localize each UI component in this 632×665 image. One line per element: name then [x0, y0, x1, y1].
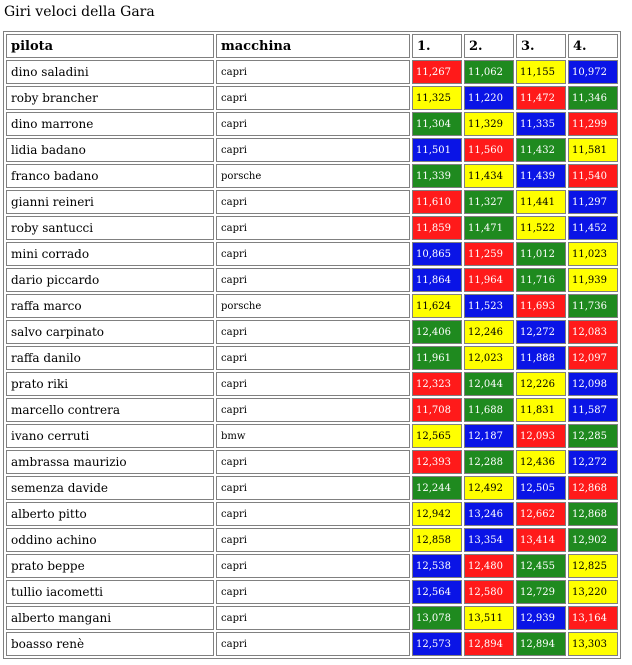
driver-name-cell: dino saladini	[6, 60, 214, 84]
lap-time-cell-2: 12,894	[464, 632, 514, 656]
driver-name-cell: prato riki	[6, 372, 214, 396]
page-title: Giri veloci della Gara	[4, 4, 155, 20]
lap-time-cell-2: 13,354	[464, 528, 514, 552]
lap-time-cell-3: 11,831	[516, 398, 566, 422]
lap-time-cell-4: 13,220	[568, 580, 618, 604]
driver-name-cell: alberto mangani	[6, 606, 214, 630]
driver-name-cell: boasso renè	[6, 632, 214, 656]
table-row	[6, 554, 618, 578]
car-cell: bmw	[216, 424, 410, 448]
car-cell: porsche	[216, 164, 410, 188]
lap-time-cell-4: 11,346	[568, 86, 618, 110]
lap-time-cell-3: 12,939	[516, 606, 566, 630]
lap-time-cell-2: 12,023	[464, 346, 514, 370]
lap-time-cell-4: 12,868	[568, 476, 618, 500]
lap-time-cell-3: 11,472	[516, 86, 566, 110]
car-cell: porsche	[216, 294, 410, 318]
lap-time-cell-2: 12,580	[464, 580, 514, 604]
lap-time-cell-1: 11,325	[412, 86, 462, 110]
lap-time-cell-2: 11,327	[464, 190, 514, 214]
car-cell: capri	[216, 450, 410, 474]
car-cell: capri	[216, 580, 410, 604]
table-row	[6, 476, 618, 500]
driver-name-cell: raffa marco	[6, 294, 214, 318]
lap-time-cell-3: 12,093	[516, 424, 566, 448]
table-row	[6, 502, 618, 526]
lap-time-cell-1: 11,708	[412, 398, 462, 422]
driver-name-cell: semenza davide	[6, 476, 214, 500]
driver-name-cell: alberto pitto	[6, 502, 214, 526]
lap-time-cell-2: 13,511	[464, 606, 514, 630]
table-row	[6, 216, 618, 240]
table-row	[6, 86, 618, 110]
lap-time-cell-2: 11,062	[464, 60, 514, 84]
lap-time-cell-1: 10,865	[412, 242, 462, 266]
car-cell: capri	[216, 190, 410, 214]
lap-time-cell-3: 11,432	[516, 138, 566, 162]
driver-name-cell: franco badano	[6, 164, 214, 188]
driver-name-cell: raffa danilo	[6, 346, 214, 370]
column-header-lap-2: 2.	[464, 34, 514, 58]
lap-time-cell-1: 11,859	[412, 216, 462, 240]
lap-time-cell-3: 12,436	[516, 450, 566, 474]
lap-time-cell-4: 13,164	[568, 606, 618, 630]
table-row	[6, 580, 618, 604]
lap-time-cell-3: 11,693	[516, 294, 566, 318]
lap-time-cell-2: 11,259	[464, 242, 514, 266]
lap-time-cell-3: 12,505	[516, 476, 566, 500]
table-row	[6, 398, 618, 422]
table-row	[6, 528, 618, 552]
driver-name-cell: marcello contrera	[6, 398, 214, 422]
table-row	[6, 450, 618, 474]
lap-time-cell-1: 12,565	[412, 424, 462, 448]
table-row	[6, 138, 618, 162]
lap-time-cell-1: 12,323	[412, 372, 462, 396]
lap-time-cell-2: 11,688	[464, 398, 514, 422]
lap-time-cell-1: 11,267	[412, 60, 462, 84]
lap-time-cell-4: 11,540	[568, 164, 618, 188]
lap-time-cell-2: 11,523	[464, 294, 514, 318]
car-cell: capri	[216, 528, 410, 552]
lap-time-cell-1: 11,501	[412, 138, 462, 162]
driver-name-cell: ivano cerruti	[6, 424, 214, 448]
column-header-pilota: pilota	[6, 34, 214, 58]
driver-name-cell: ambrassa maurizio	[6, 450, 214, 474]
lap-time-cell-4: 11,023	[568, 242, 618, 266]
lap-time-cell-4: 12,083	[568, 320, 618, 344]
table-row	[6, 268, 618, 292]
car-cell: capri	[216, 606, 410, 630]
lap-time-cell-4: 11,452	[568, 216, 618, 240]
lap-time-cell-1: 12,942	[412, 502, 462, 526]
lap-time-cell-1: 11,304	[412, 112, 462, 136]
lap-time-cell-1: 11,864	[412, 268, 462, 292]
driver-name-cell: lidia badano	[6, 138, 214, 162]
car-cell: capri	[216, 138, 410, 162]
table-row	[6, 294, 618, 318]
lap-time-cell-2: 11,560	[464, 138, 514, 162]
lap-time-cell-3: 11,888	[516, 346, 566, 370]
lap-time-cell-4: 12,868	[568, 502, 618, 526]
lap-time-cell-1: 11,610	[412, 190, 462, 214]
car-cell: capri	[216, 346, 410, 370]
lap-time-cell-2: 11,964	[464, 268, 514, 292]
lap-time-cell-1: 11,624	[412, 294, 462, 318]
lap-time-cell-1: 13,078	[412, 606, 462, 630]
driver-name-cell: salvo carpinato	[6, 320, 214, 344]
lap-time-cell-4: 11,939	[568, 268, 618, 292]
lap-time-cell-4: 11,581	[568, 138, 618, 162]
driver-name-cell: prato beppe	[6, 554, 214, 578]
lap-time-cell-2: 12,492	[464, 476, 514, 500]
car-cell: capri	[216, 60, 410, 84]
table-row	[6, 164, 618, 188]
lap-time-cell-2: 12,187	[464, 424, 514, 448]
lap-time-cell-2: 12,288	[464, 450, 514, 474]
lap-time-cell-4: 12,272	[568, 450, 618, 474]
table-row	[6, 372, 618, 396]
lap-time-cell-4: 12,825	[568, 554, 618, 578]
lap-time-cell-1: 12,858	[412, 528, 462, 552]
car-cell: capri	[216, 632, 410, 656]
car-cell: capri	[216, 476, 410, 500]
driver-name-cell: mini corrado	[6, 242, 214, 266]
lap-time-cell-3: 12,662	[516, 502, 566, 526]
lap-time-cell-1: 12,538	[412, 554, 462, 578]
lap-time-cell-4: 12,902	[568, 528, 618, 552]
table-row	[6, 320, 618, 344]
lap-time-cell-3: 12,455	[516, 554, 566, 578]
lap-time-cell-4: 10,972	[568, 60, 618, 84]
driver-name-cell: dino marrone	[6, 112, 214, 136]
lap-time-cell-2: 11,220	[464, 86, 514, 110]
table-row	[6, 606, 618, 630]
lap-time-cell-3: 12,272	[516, 320, 566, 344]
lap-time-cell-2: 11,471	[464, 216, 514, 240]
table-row	[6, 112, 618, 136]
lap-time-cell-3: 11,335	[516, 112, 566, 136]
lap-time-cell-1: 12,393	[412, 450, 462, 474]
car-cell: capri	[216, 86, 410, 110]
lap-time-cell-3: 12,226	[516, 372, 566, 396]
lap-time-cell-4: 13,303	[568, 632, 618, 656]
driver-name-cell: roby brancher	[6, 86, 214, 110]
lap-time-cell-1: 12,244	[412, 476, 462, 500]
car-cell: capri	[216, 242, 410, 266]
table-row	[6, 424, 618, 448]
driver-name-cell: roby santucci	[6, 216, 214, 240]
driver-name-cell: gianni reineri	[6, 190, 214, 214]
table-row	[6, 632, 618, 656]
car-cell: capri	[216, 554, 410, 578]
lap-time-cell-4: 11,587	[568, 398, 618, 422]
lap-time-cell-4: 11,299	[568, 112, 618, 136]
car-cell: capri	[216, 112, 410, 136]
lap-time-cell-2: 11,329	[464, 112, 514, 136]
lap-time-cell-1: 11,339	[412, 164, 462, 188]
car-cell: capri	[216, 502, 410, 526]
table-row	[6, 60, 618, 84]
lap-time-cell-2: 12,044	[464, 372, 514, 396]
car-cell: capri	[216, 398, 410, 422]
lap-time-cell-3: 11,716	[516, 268, 566, 292]
driver-name-cell: tullio iacometti	[6, 580, 214, 604]
lap-time-cell-2: 11,434	[464, 164, 514, 188]
lap-time-cell-1: 12,564	[412, 580, 462, 604]
car-cell: capri	[216, 268, 410, 292]
header-row	[6, 34, 618, 58]
column-header-lap-4: 4.	[568, 34, 618, 58]
driver-name-cell: dario piccardo	[6, 268, 214, 292]
lap-time-cell-4: 11,297	[568, 190, 618, 214]
lap-time-cell-2: 12,246	[464, 320, 514, 344]
lap-time-cell-3: 11,522	[516, 216, 566, 240]
car-cell: capri	[216, 320, 410, 344]
lap-time-cell-3: 11,155	[516, 60, 566, 84]
lap-time-cell-4: 11,736	[568, 294, 618, 318]
driver-name-cell: oddino achino	[6, 528, 214, 552]
lap-time-cell-4: 12,098	[568, 372, 618, 396]
lap-time-cell-4: 12,285	[568, 424, 618, 448]
lap-time-cell-2: 13,246	[464, 502, 514, 526]
lap-time-cell-1: 12,573	[412, 632, 462, 656]
column-header-macchina: macchina	[216, 34, 410, 58]
car-cell: capri	[216, 372, 410, 396]
lap-time-cell-1: 11,961	[412, 346, 462, 370]
lap-time-cell-1: 12,406	[412, 320, 462, 344]
lap-time-cell-2: 12,480	[464, 554, 514, 578]
lap-time-cell-3: 11,441	[516, 190, 566, 214]
fast-laps-table	[3, 31, 621, 659]
lap-time-cell-3: 13,414	[516, 528, 566, 552]
lap-time-cell-3: 11,012	[516, 242, 566, 266]
column-header-lap-3: 3.	[516, 34, 566, 58]
table-row	[6, 190, 618, 214]
table-row	[6, 346, 618, 370]
car-cell: capri	[216, 216, 410, 240]
column-header-lap-1: 1.	[412, 34, 462, 58]
lap-time-cell-3: 12,729	[516, 580, 566, 604]
table-row	[6, 242, 618, 266]
lap-time-cell-4: 12,097	[568, 346, 618, 370]
lap-time-cell-3: 12,894	[516, 632, 566, 656]
lap-time-cell-3: 11,439	[516, 164, 566, 188]
